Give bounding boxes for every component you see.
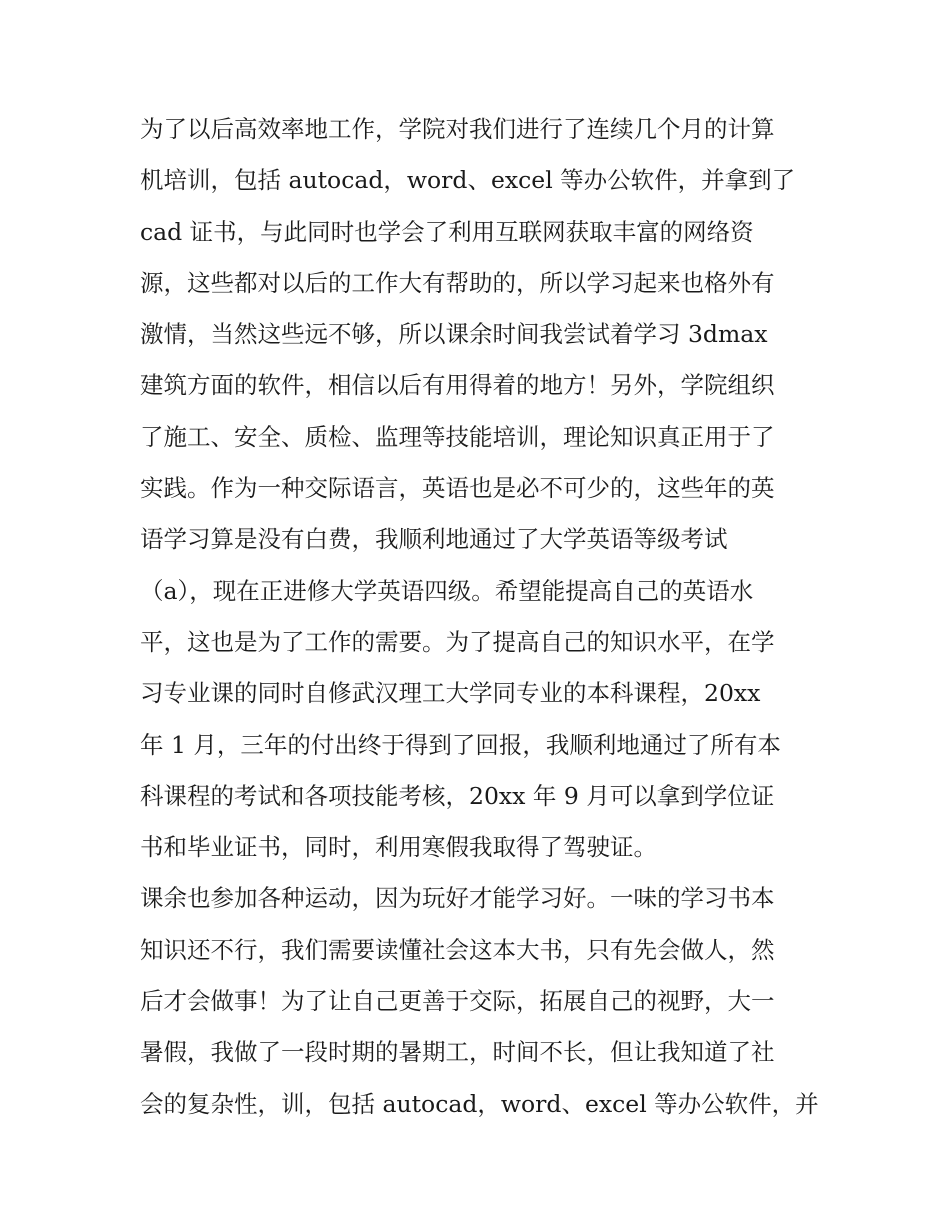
text-line-15: 书和毕业证书，同时，利用寒假我取得了驾驶证。: [140, 833, 657, 862]
text-line-10: （a），现在正进修大学英语四级。希望能提高自己的英语水: [140, 576, 754, 605]
text-line-7: 了施工、安全、质检、监理等技能培训，理论知识真正用于了: [140, 422, 775, 451]
text-line-11: 平，这也是为了工作的需要。为了提高自己的知识水平，在学: [140, 627, 775, 656]
text-line-2: 机培训，包括 autocad，word、excel 等办公软件，并拿到了: [140, 166, 796, 195]
text-line-9: 语学习算是没有白费，我顺利地通过了大学英语等级考试: [140, 525, 728, 554]
text-line-18: 后才会做事！为了让自己更善于交际，拓展自己的视野，大一: [140, 987, 775, 1016]
text-line-13: 年 1 月，三年的付出终于得到了回报，我顺利地通过了所有本: [140, 730, 781, 759]
text-line-3: cad 证书，与此同时也学会了利用互联网获取丰富的网络资: [140, 217, 754, 246]
text-line-16: 课余也参加各种运动，因为玩好才能学习好。一味的学习书本: [140, 884, 775, 913]
text-line-6: 建筑方面的软件，相信以后有用得着的地方！另外，学院组织: [140, 371, 775, 400]
text-line-5: 激情，当然这些远不够，所以课余时间我尝试着学习 3dmax: [140, 320, 768, 349]
text-line-17: 知识还不行，我们需要读懂社会这本大书，只有先会做人，然: [140, 935, 775, 964]
text-line-14: 科课程的考试和各项技能考核，20xx 年 9 月可以拿到学位证: [140, 781, 775, 810]
document-body: [140, 104, 820, 1130]
text-line-12: 习专业课的同时自修武汉理工大学同专业的本科课程，20xx: [140, 679, 761, 708]
text-line-20: 会的复杂性，训，包括 autocad，word、excel 等办公软件，并: [140, 1089, 819, 1118]
text-line-1: 为了以后高效率地工作，学院对我们进行了连续几个月的计算: [140, 115, 775, 143]
text-line-4: 源，这些都对以后的工作大有帮助的，所以学习起来也格外有: [140, 268, 775, 297]
text-line-8: 实践。作为一种交际语言，英语也是必不可少的，这些年的英: [140, 474, 775, 503]
text-line-19: 暑假，我做了一段时期的暑期工，时间不长，但让我知道了社: [140, 1038, 775, 1067]
